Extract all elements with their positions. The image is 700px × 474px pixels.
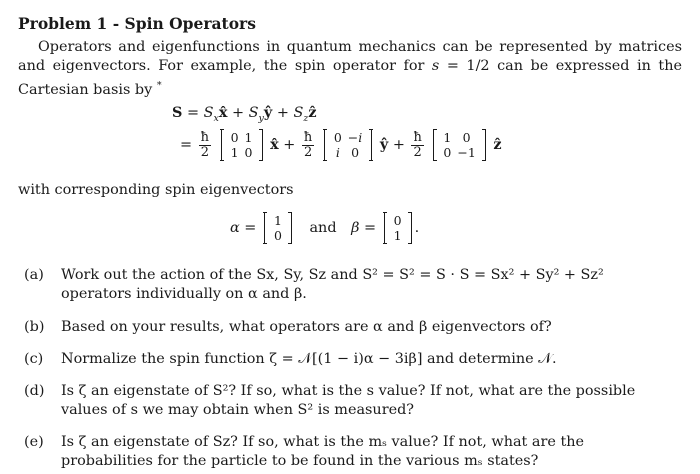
eigenvector-lead: with corresponding spin eigenvectors xyxy=(18,182,294,198)
question-label: (c) xyxy=(24,351,44,367)
footnote-star: * xyxy=(156,80,162,91)
question-text: Is ζ an eigenstate of S²? If so, what is the s value? If not, what are the possible values of s we may obtain when S² is measured? xyxy=(61,383,636,418)
spin-operator-definition: $S = S_xx̂$ + $S_yŷ$ + $S_zẑ$ xyxy=(172,104,317,124)
question-label: (e) xyxy=(24,434,44,450)
question-b xyxy=(24,318,674,337)
question-a xyxy=(24,266,674,304)
intro-spin-symbol: s xyxy=(431,58,440,74)
intro-paragraph xyxy=(18,38,682,100)
question-text: Normalize the spin function ζ = 𝒩[(1 − i)α − 3iβ] and determine 𝒩. xyxy=(61,351,557,367)
eq-plus-2: + xyxy=(276,105,289,121)
alpha-lhs: α = xyxy=(230,220,257,236)
eq2-zhat: ẑ xyxy=(493,136,502,153)
question-text: Based on your results, what operators are α and β eigenvectors of? xyxy=(61,319,552,335)
eq-sub-x: x xyxy=(213,112,219,124)
eigenvector-definitions xyxy=(230,212,419,244)
intro-text: Operators and eigenfunctions in quantum mechanics can be represented by matrices and eigenvectors. For example, the spin operator for xyxy=(18,39,682,74)
hbar-over-2-x: $\frac{ħ}{2}$ xyxy=(200,129,210,160)
eq-line2-equals: = xyxy=(180,137,193,153)
question-label: (a) xyxy=(24,267,44,283)
eq-zhat: ẑ xyxy=(308,104,317,121)
question-c xyxy=(24,350,674,369)
eq-line1-S: S xyxy=(172,104,183,121)
spin-matrix-expansion xyxy=(180,129,502,161)
eq2-yhat: ŷ xyxy=(379,136,389,153)
eq-line1-equals: = xyxy=(186,105,200,121)
question-e xyxy=(24,433,674,471)
eq-plus-1: + xyxy=(232,105,245,121)
beta-lhs: β = xyxy=(351,220,377,236)
eq-yhat: ŷ xyxy=(263,104,273,121)
eq2-plus-1: + xyxy=(283,137,296,153)
question-label: (b) xyxy=(24,319,45,335)
intro-spin-value: = 1/2 can be expressed in the Cartesian basis by xyxy=(18,58,682,98)
question-text: Work out the action of the Sx, Sy, Sz and S² = S² = S · S = Sx² + Sy² + Sz² operators individually on α and β. xyxy=(61,267,604,302)
question-label: (d) xyxy=(24,383,45,399)
pauli-x-matrix: 0 1 1 0 xyxy=(221,129,263,161)
eq-sub-z: z xyxy=(303,112,309,124)
eq-sub-y: y xyxy=(258,112,264,124)
hbar-over-2-z: $\frac{ħ}{2}$ xyxy=(413,129,422,160)
and-word: and xyxy=(309,220,337,236)
pauli-y-matrix: 0 −i i 0 xyxy=(324,129,372,161)
beta-vector: 0 1 xyxy=(384,212,412,244)
eigen-period: . xyxy=(414,220,420,236)
eq-xhat: x̂ xyxy=(218,104,228,121)
pauli-z-matrix: 1 0 0 −1 xyxy=(433,129,485,161)
problem-title: Problem 1 - Spin Operators xyxy=(18,14,256,33)
hbar-over-2-y: $\frac{ħ}{2}$ xyxy=(303,129,313,160)
eq2-xhat: x̂ xyxy=(270,136,279,153)
eq2-plus-2: + xyxy=(392,137,405,153)
alpha-vector: 1 0 xyxy=(264,212,292,244)
question-d xyxy=(24,382,674,420)
question-text: Is ζ an eigenstate of Sz? If so, what is the mₛ value? If not, what are the probabilities for the particle to be found in the various mₛ states? xyxy=(61,434,585,469)
